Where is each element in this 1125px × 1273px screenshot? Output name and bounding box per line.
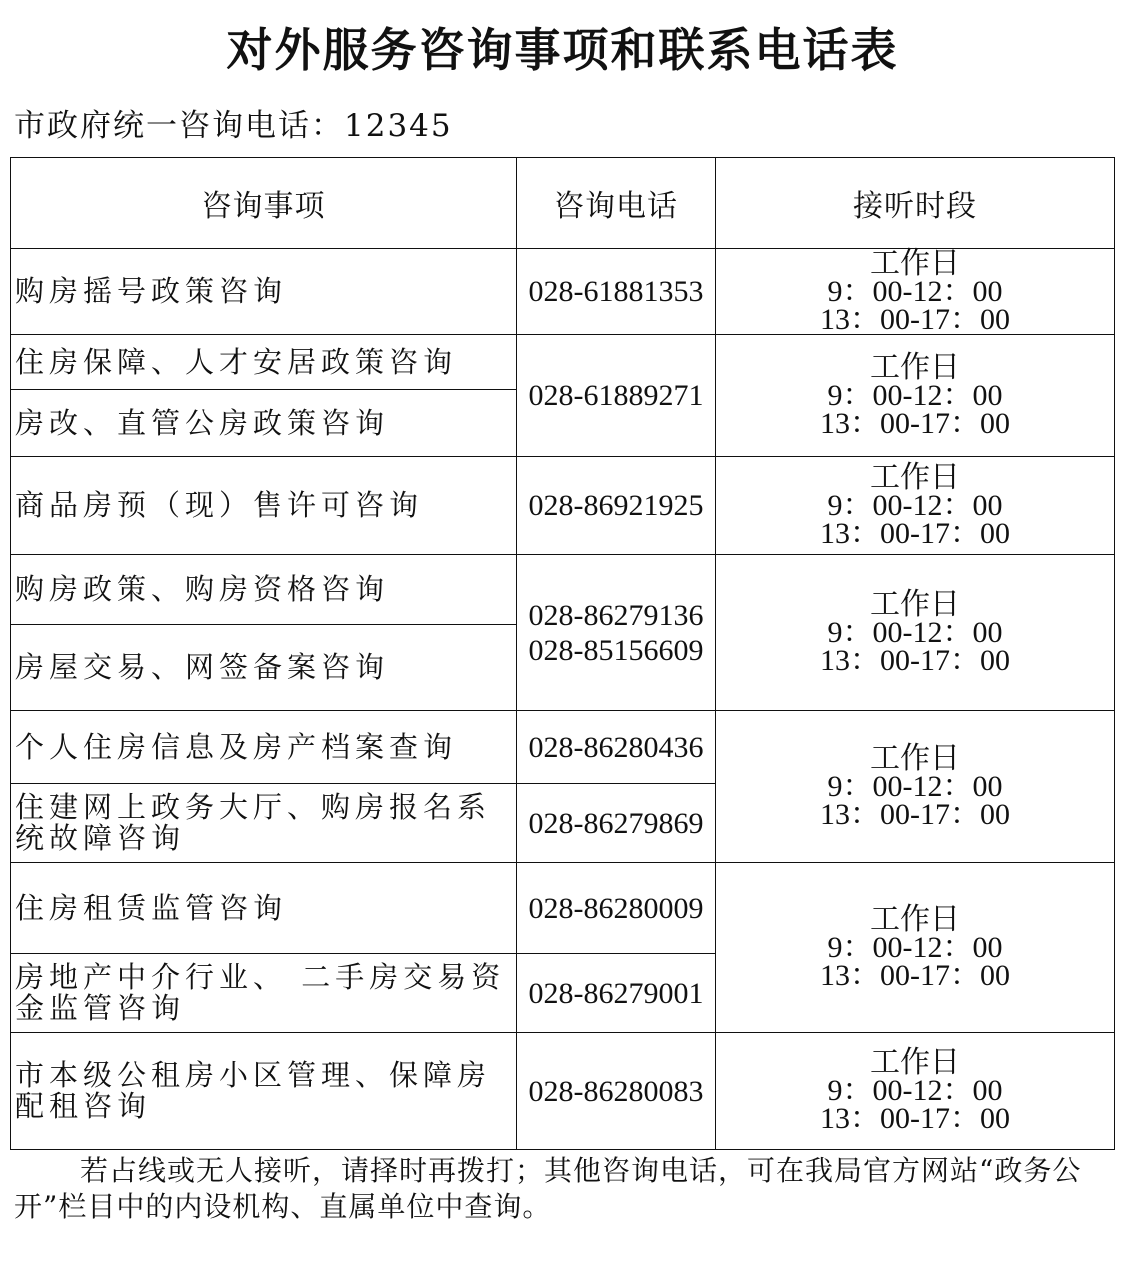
item-cell: 房屋交易、网签备案咨询 (11, 625, 517, 711)
footnote: 若占线或无人接听，请择时再拨打；其他咨询电话，可在我局官方网站“政务公开”栏目中的内设机构、直属单位中查询。 (14, 1154, 1082, 1223)
item-cell: 购房摇号政策咨询 (11, 249, 517, 335)
hours-afternoon: 13：00-17：00 (820, 302, 1010, 336)
hours-morning: 9：00-12：00 (827, 1074, 1003, 1107)
item-cell: 住房租赁监管咨询 (11, 863, 517, 954)
city-hotline: 市政府统一咨询电话：12345 (14, 108, 453, 144)
phone-cell (517, 555, 716, 711)
item-cell: 住房保障、人才安居政策咨询 (11, 335, 517, 390)
hours-afternoon: 13：00-17：00 (820, 406, 1010, 440)
phone-cell: 028-86279869 (517, 784, 716, 863)
phone-cell: 028-86280436 (517, 711, 716, 784)
phone-number-2: 028-85156609 (528, 633, 704, 667)
table-row (11, 863, 1115, 954)
item-cell: 购房政策、购房资格咨询 (11, 555, 517, 625)
item-cell: 商品房预（现）售许可咨询 (11, 457, 517, 555)
consultation-table (10, 157, 1115, 1150)
hours-morning: 9：00-12：00 (827, 274, 1003, 308)
hours-label: 工作日 (870, 460, 960, 494)
hours-morning: 9：00-12：00 (827, 378, 1003, 412)
hours-cell (716, 335, 1115, 457)
hours-cell (716, 863, 1115, 1033)
table-row (11, 335, 1115, 390)
hours-afternoon: 13：00-17：00 (820, 958, 1010, 992)
phone-cell: 028-61889271 (517, 335, 716, 457)
hours-afternoon: 13：00-17：00 (820, 797, 1010, 831)
hours-label: 工作日 (870, 587, 960, 621)
hours-label: 工作日 (870, 350, 960, 384)
phone-number: 028-86279136 (528, 598, 704, 632)
header-row (11, 158, 1115, 249)
item-cell: 个人住房信息及房产档案查询 (11, 711, 517, 784)
hours-afternoon: 13：00-17：00 (820, 516, 1010, 550)
phone-cell: 028-86280009 (517, 863, 716, 954)
header-phone: 咨询电话 (517, 158, 716, 249)
table-row (11, 711, 1115, 784)
table-row (11, 1033, 1115, 1150)
table-row (11, 555, 1115, 625)
hours-cell (716, 555, 1115, 711)
table-row (11, 249, 1115, 335)
item-cell: 市本级公租房小区管理、保障房配租咨询 (11, 1033, 517, 1150)
phone-cell: 028-86921925 (517, 457, 716, 555)
page-title: 对外服务咨询事项和联系电话表 (226, 23, 899, 77)
table-row (11, 457, 1115, 555)
hours-label: 工作日 (870, 902, 960, 936)
phone-cell: 028-61881353 (517, 249, 716, 335)
hours-cell (716, 246, 1115, 336)
hours-label: 工作日 (870, 246, 960, 280)
hours-morning: 9：00-12：00 (827, 488, 1003, 522)
item-cell: 房地产中介行业、 二手房交易资金监管咨询 (11, 954, 517, 1033)
hours-afternoon: 13：00-17：00 (820, 643, 1010, 677)
header-item: 咨询事项 (11, 158, 517, 249)
hours-label: 工作日 (870, 741, 960, 775)
hours-cell (716, 457, 1115, 555)
hours-cell (716, 1033, 1115, 1150)
phone-cell: 028-86279001 (517, 954, 716, 1033)
hours-morning: 9：00-12：00 (827, 615, 1003, 649)
item-cell: 房改、直管公房政策咨询 (11, 390, 517, 457)
hours-cell (716, 711, 1115, 863)
phone-cell: 028-86280083 (517, 1033, 716, 1150)
hours-morning: 9：00-12：00 (827, 769, 1003, 803)
hours-label: 工作日 (870, 1046, 960, 1079)
header-hours: 接听时段 (716, 158, 1115, 249)
hours-morning: 9：00-12：00 (827, 930, 1003, 964)
hours-afternoon: 13：00-17：00 (820, 1102, 1010, 1135)
item-cell: 住建网上政务大厅、购房报名系统故障咨询 (11, 784, 517, 863)
